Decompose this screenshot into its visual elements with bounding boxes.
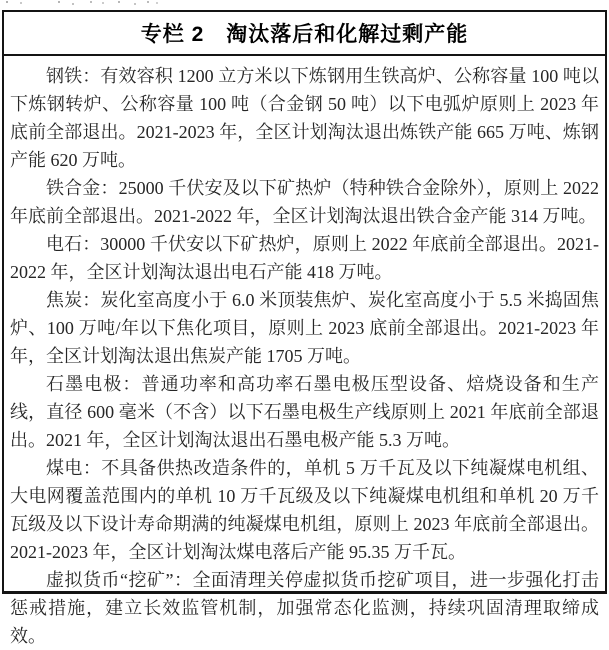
paragraph-crypto-mining: 虚拟货币“挖矿”：全面清理关停虚拟货币挖矿项目，进一步强化打击惩戒措施，建立长效监管机制，加强常态化监测，持续巩固清理取缔成效。	[10, 566, 599, 650]
column-box	[2, 10, 607, 594]
paragraph-ferroalloy: 铁合金：25000 千伏安及以下矿热炉（特种铁合金除外），原则上 2022 年底前全部退出。2021-2022 年，全区计划淘汰退出铁合金产能 314 万吨。	[10, 174, 599, 230]
box-body	[4, 56, 605, 650]
box-title: 专栏 2 淘汰落后和化解过剩产能	[4, 12, 605, 56]
paragraph-steel: 钢铁：有效容积 1200 立方米以下炼钢用生铁高炉、公称容量 100 吨以下炼钢转炉、公称容量 100 吨（合金钢 50 吨）以下电弧炉原则上 2023 年底前全部退出。2021-2023 年，全区计划淘汰退出炼铁产能 665 万吨、炼钢产能 620 万吨。	[10, 62, 599, 174]
paragraph-coal-power: 煤电：不具备供热改造条件的，单机 5 万千瓦及以下纯凝煤电机组、大电网覆盖范围内的单机 10 万千瓦级及以下纯凝煤电机组和单机 20 万千瓦级及以下设计寿命期满的纯凝煤电机组，原则上 2023 年底前全部退出。2021-2023 年，全区计划淘汰煤电落后产能 95.35 万千瓦。	[10, 454, 599, 566]
clipped-text-remnant	[6, 1, 8, 3]
paragraph-graphite-electrode: 石墨电极：普通功率和高功率石墨电极压型设备、焙烧设备和生产线，直径 600 毫米（不含）以下石墨电极生产线原则上 2021 年底前全部退出。2021 年，全区计划淘汰退出石墨电极产能 5.3 万吨。	[10, 370, 599, 454]
paragraph-coke: 焦炭：炭化室高度小于 6.0 米顶装焦炉、炭化室高度小于 5.5 米捣固焦炉、100 万吨/年以下焦化项目，原则上 2023 底前全部退出。2021-2023 年年，全区计划淘汰退出焦炭产能 1705 万吨。	[10, 286, 599, 370]
paragraph-calcium-carbide: 电石：30000 千伏安以下矿热炉，原则上 2022 年底前全部退出。2021-2022 年，全区计划淘汰退出电石产能 418 万吨。	[10, 230, 599, 286]
